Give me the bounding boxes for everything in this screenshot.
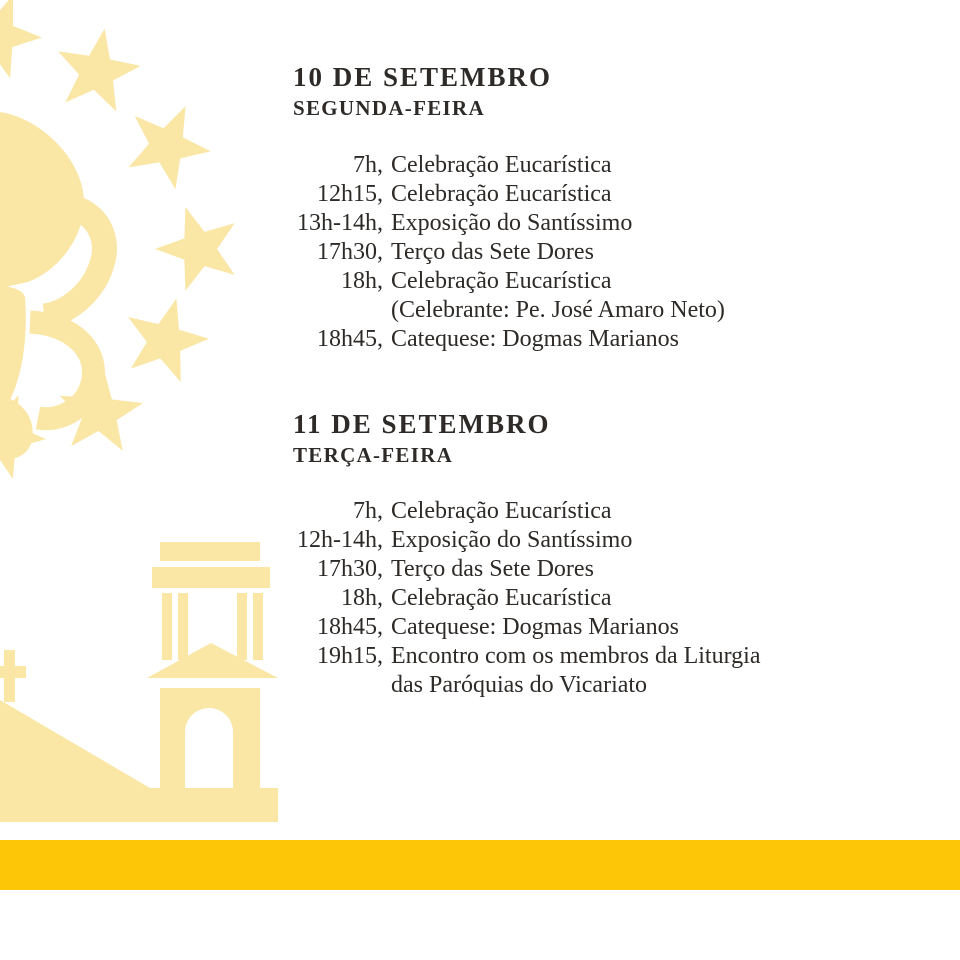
day1-weekday: SEGUNDA-FEIRA [293, 96, 485, 120]
event-time: 18h, [341, 268, 383, 294]
event-row [280, 267, 725, 296]
event-row [280, 296, 725, 325]
star-icon [0, 0, 52, 84]
day2-weekday: TERÇA-FEIRA [293, 443, 454, 467]
cross-icon [0, 650, 26, 702]
event-description: Celebração Eucarística [391, 585, 612, 611]
event-row [280, 151, 725, 180]
marian-watermark [0, 0, 330, 830]
event-row [280, 613, 760, 642]
day2-header [293, 409, 551, 468]
event-row [280, 209, 725, 238]
fleur-de-lis-icon [0, 112, 104, 459]
day2-events-list [280, 497, 760, 700]
event-row [280, 238, 725, 267]
event-time: 17h30, [317, 239, 383, 265]
day1-events-list [280, 151, 725, 354]
event-description: Catequese: Dogmas Marianos [391, 326, 679, 352]
event-time: 13h-14h, [297, 210, 383, 236]
event-row [280, 526, 760, 555]
event-time: 18h, [341, 585, 383, 611]
event-time [280, 296, 383, 325]
event-time: 7h, [353, 498, 383, 524]
event-description: Encontro com os membros da Liturgia [391, 643, 761, 669]
event-description: Celebração Eucarística [391, 181, 612, 207]
event-description: Terço das Sete Dores [391, 556, 594, 582]
event-row [280, 325, 725, 354]
event-row [280, 497, 760, 526]
accent-bar [0, 840, 960, 890]
event-description: Celebração Eucarística [391, 152, 612, 178]
event-time: 12h-14h, [297, 527, 383, 553]
event-time: 18h45, [317, 326, 383, 352]
event-time: 19h15, [317, 643, 383, 669]
event-description: Celebração Eucarística [391, 268, 612, 294]
event-row [280, 180, 725, 209]
star-icon [50, 21, 146, 114]
church-tower-icon [0, 542, 278, 822]
event-description: (Celebrante: Pe. José Amaro Neto) [391, 297, 725, 323]
base-band [0, 788, 278, 822]
event-time [280, 671, 383, 700]
event-description: das Paróquias do Vicariato [391, 672, 648, 698]
star-icon [114, 88, 224, 196]
event-description: Exposição do Santíssimo [391, 527, 633, 553]
event-row [280, 584, 760, 613]
star-icon [146, 194, 250, 296]
event-time: 17h30, [317, 556, 383, 582]
event-description: Terço das Sete Dores [391, 239, 594, 265]
event-description: Catequese: Dogmas Marianos [391, 614, 679, 640]
event-description: Exposição do Santíssimo [391, 210, 633, 236]
day2-date: 11 DE SETEMBRO [293, 409, 551, 439]
event-time: 12h15, [317, 181, 383, 207]
event-description: Celebração Eucarística [391, 498, 612, 524]
day1-date: 10 DE SETEMBRO [293, 62, 553, 92]
event-row [280, 555, 760, 584]
event-row [280, 642, 760, 671]
day1-header [293, 62, 552, 121]
event-time: 7h, [353, 152, 383, 178]
event-row [280, 671, 760, 700]
star-icon [115, 288, 217, 387]
event-time: 18h45, [317, 614, 383, 640]
